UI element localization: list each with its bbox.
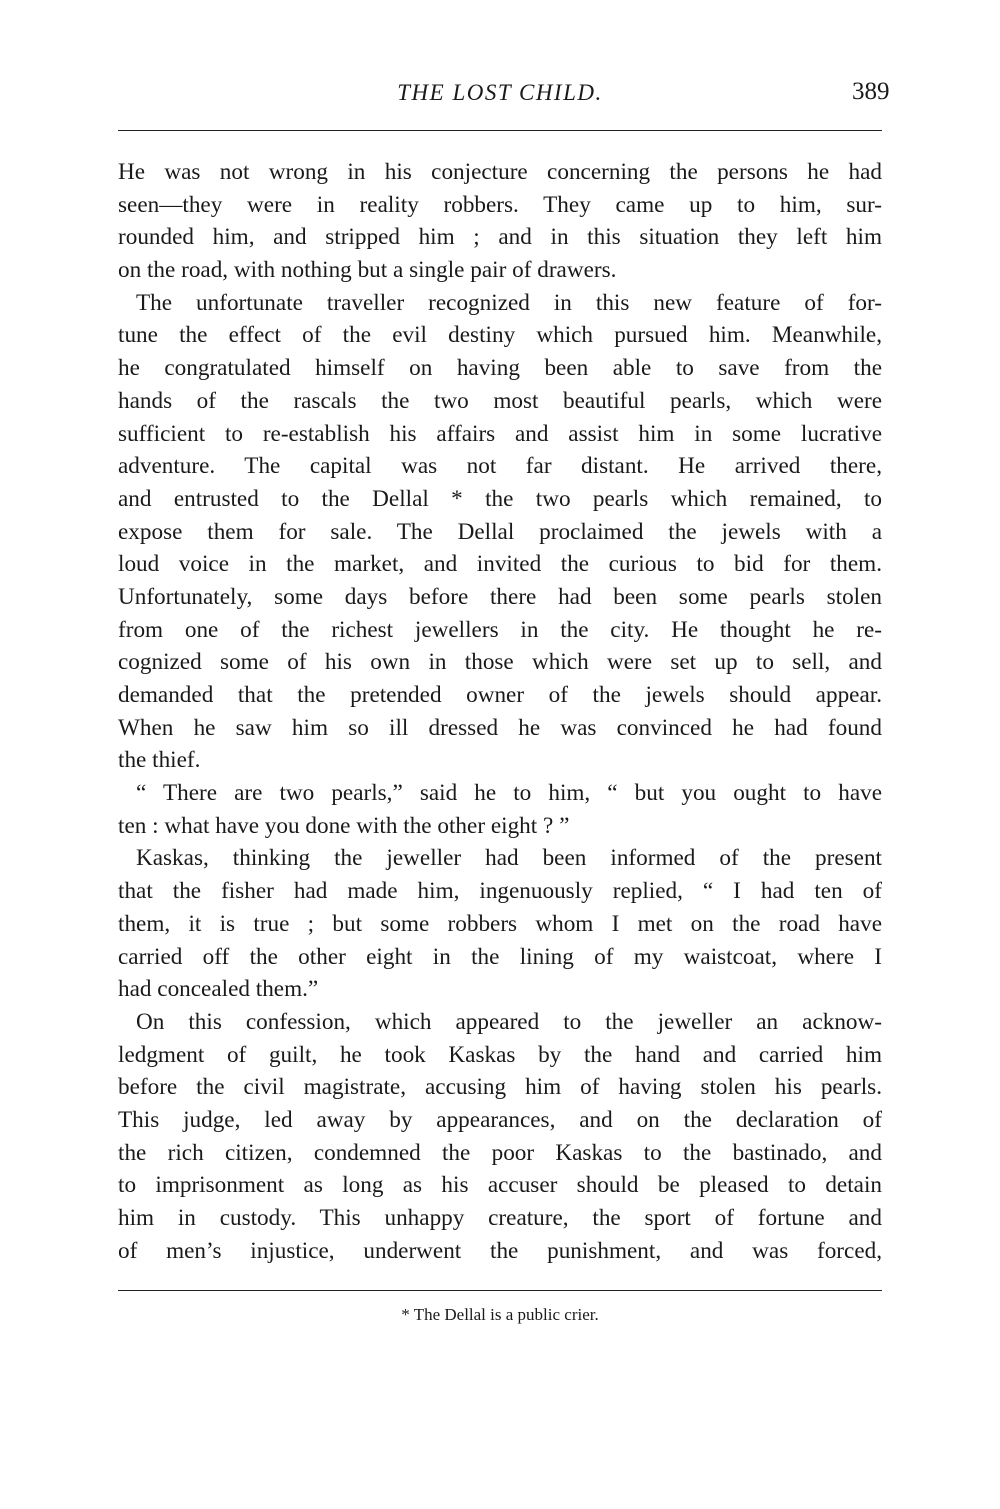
text-line: loud voice in the market, and invited the curious to bid for them. [118,551,882,578]
text-line: on the road, with nothing but a single pair of drawers. [118,257,617,284]
text-line: them, it is true ; but some robbers whom I met on the road have [118,910,882,937]
chapter-title: THE LOST CHILD. [397,80,603,105]
text-line: This judge, led away by appearances, and on the declaration of [118,1106,882,1133]
text-line: sufficient to re-establish his affairs and assist him in some lucrative [118,420,882,447]
text-line: adventure. The capital was not far distant. He arrived there, [118,453,882,480]
text-line: “ There are two pearls,” said he to him, “ but you ought to have [136,780,882,807]
body-text [118,156,882,1267]
text-line: Unfortunately, some days before there had been some pearls stolen [118,583,882,610]
header-rule [118,130,882,131]
text-line: He was not wrong in his conjecture concerning the persons he had [118,159,882,185]
text-line: Kaskas, thinking the jeweller had been informed of the present [136,845,882,872]
page-number: 389 [852,78,890,105]
text-line: hands of the rascals the two most beautiful pearls, which were [118,387,882,414]
text-line: carried off the other eight in the lining of my waistcoat, where I [118,943,882,970]
text-line: ten : what have you done with the other eight ? ” [118,812,570,839]
paragraph [118,842,882,1005]
text-line: cognized some of his own in those which were set up to sell, and [118,649,882,676]
text-line: seen—they were in reality robbers. They came up to him, sur- [118,191,882,218]
text-line: of men’s injustice, underwent the punishment, and was forced, [118,1237,882,1264]
footnote-rule [118,1290,882,1291]
paragraph [118,156,882,287]
text-line: On this confession, which appeared to the jeweller an acknow- [136,1008,882,1035]
text-line: him in custody. This unhappy creature, the sport of fortune and [118,1205,882,1231]
paragraph [118,1006,882,1268]
text-line: the thief. [118,747,201,774]
text-line: When he saw him so ill dressed he was convinced he had found [118,714,882,741]
text-line: ledgment of guilt, he took Kaskas by the hand and carried him [118,1041,882,1068]
text-line: and entrusted to the Dellal * the two pearls which remained, to [118,485,882,512]
paragraph [118,777,882,842]
text-line: expose them for sale. The Dellal proclaimed the jewels with a [118,518,882,545]
text-line: demanded that the pretended owner of the jewels should appear. [118,682,882,708]
text-line: The unfortunate traveller recognized in this new feature of for- [136,289,882,316]
text-line: that the fisher had made him, ingenuously replied, “ I had ten of [118,878,882,905]
text-line: rounded him, and stripped him ; and in this situation they left him [118,224,882,251]
text-line: tune the effect of the evil destiny which pursued him. Meanwhile, [118,322,882,349]
text-line: had concealed them.” [118,976,319,1003]
text-line: to imprisonment as long as his accuser should be pleased to detain [118,1172,882,1199]
footnote: * The Dellal is a public crier. [401,1305,599,1324]
paragraph [118,287,882,777]
text-line: the rich citizen, condemned the poor Kaskas to the bastinado, and [118,1139,882,1166]
text-line: from one of the richest jewellers in the city. He thought he re- [118,616,882,643]
text-line: he congratulated himself on having been able to save from the [118,355,882,382]
text-line: before the civil magistrate, accusing him of having stolen his pearls. [118,1074,882,1101]
